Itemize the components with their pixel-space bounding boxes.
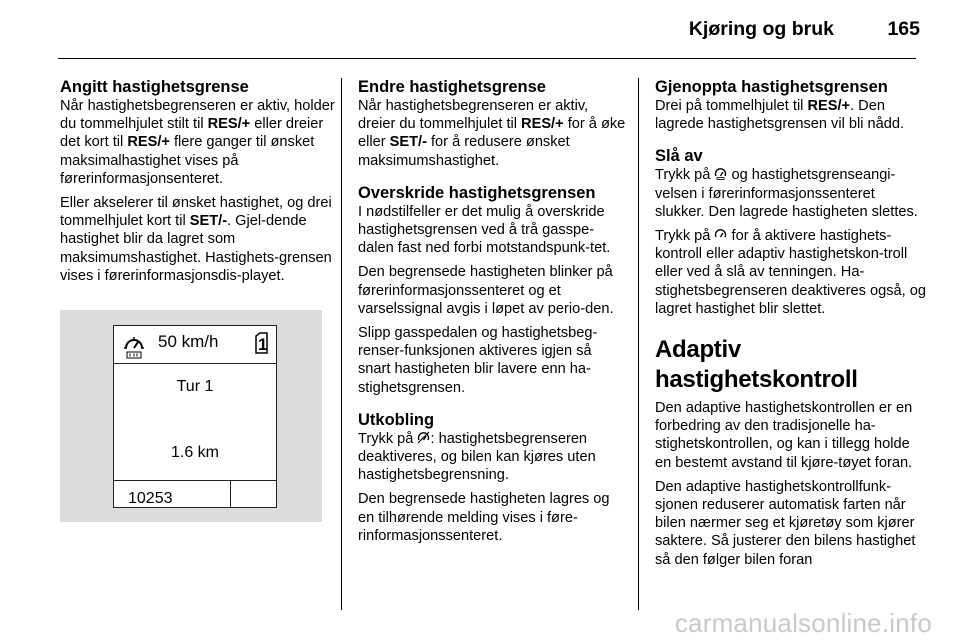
- control-label: RES/+: [807, 98, 851, 114]
- text: Når hastighetsbegrenseren er aktiv, dreier du tommelhjulet til: [358, 98, 589, 133]
- speed-limiter-icon: [714, 167, 727, 180]
- paragraph: I nødstilfeller er det mulig å overskride hastighetsgrensen ved å trå gasspe-dalen fast ned forbi motstandspunk-tet.: [358, 203, 611, 257]
- text: : hastighetsbegrenseren deaktiveres, og bilen kan kjøres uten hastighetsbegrensning.: [358, 430, 596, 484]
- text: for å aktivere hastighets-kontroll eller adaptiv hastighetskon-troll eller ved å slå av tenningen. Ha-stighetsbegrenseren deaktiveres også, og lagret hastighet blir slettet.: [655, 228, 926, 317]
- odometer: 10253: [128, 490, 173, 507]
- cruise-control-icon: [714, 228, 727, 241]
- paragraph: [60, 194, 336, 285]
- paragraph: [358, 430, 628, 485]
- column-2: [358, 78, 628, 551]
- column-1: [60, 78, 336, 291]
- display-divider: [114, 363, 276, 364]
- display-divider: [230, 480, 231, 507]
- heading-exceed-speed-limit: Overskride hastighetsgrensen: [358, 183, 596, 202]
- spacer: [655, 324, 927, 335]
- text: flere ganger til ønsket maksimalhastighet vises på førerinformasjonsenteret.: [60, 134, 315, 187]
- column-3: [655, 78, 927, 575]
- column-divider: [341, 78, 342, 610]
- page-header: [0, 0, 960, 60]
- heading-switch-off: Slå av: [655, 147, 703, 166]
- spacer: [358, 176, 628, 184]
- paragraph: Den begrensede hastigheten blinker på førerinformasjonssenteret og et varselssignal avgis i løpet av perio-den.: [358, 264, 614, 317]
- text: . Den lagrede hastighetsgrensen vil bli nådd.: [655, 98, 905, 133]
- spacer: [358, 403, 628, 411]
- paragraph: [60, 97, 336, 188]
- trip-distance: 1.6 km: [170, 444, 219, 461]
- heading-change-speed-limit: Endre hastighetsgrense: [358, 78, 546, 96]
- text: . Gjel-dende hastighet blir da lagret som maksimumshastighet. Hastighets-grensen vises i førerinformasjonsdis-playet.: [60, 213, 332, 284]
- text: Trykk på: [655, 228, 715, 245]
- control-label: RES/+: [207, 116, 251, 133]
- paragraph: [655, 166, 927, 221]
- watermark: carmanualsonline.info: [674, 608, 932, 638]
- control-label: RES/+: [127, 134, 170, 151]
- heading-deactivation: Utkobling: [358, 410, 435, 429]
- paragraph: Den begrensede hastigheten lagres og en tilhørende melding vises i føre-rinformasjonssenteret.: [358, 491, 610, 544]
- spacer: [655, 139, 927, 147]
- paragraph: Den adaptive hastighetskontrollen er en forbedring av den tradisjonelle ha-stighetskontrollen, og kan i tillegg holde en bestemt avstand til kjøre-tøyet foran.: [655, 400, 913, 471]
- paragraph: [655, 97, 927, 133]
- text: eller dreier det kort til: [60, 116, 324, 151]
- section-title: Kjøring og bruk: [688, 18, 834, 40]
- gear-number: 1: [258, 335, 268, 354]
- page-number: 165: [887, 18, 920, 40]
- heading-resume-speed-limit: Gjenoppta hastighetsgrensen: [655, 78, 888, 96]
- text: Eller akselerer til ønsket hastighet, og drei tommelhjulet kort til: [60, 195, 332, 230]
- control-label: SET/-: [389, 134, 427, 151]
- display-divider: [114, 480, 276, 481]
- paragraph: [655, 227, 927, 318]
- paragraph: Slipp gasspedalen og hastighetsbeg-renser-funksjonen aktiveres igjen så snart hastigheten blir lavere enn ha-stighetsgrensen.: [358, 325, 598, 396]
- text: og hastighetsgrenseangi-velsen i førerinformasjonssenteret slukker. Den lagrede hastigheten slettes.: [655, 167, 918, 220]
- text: for å redusere ønsket maksimumshastighet.: [358, 134, 570, 169]
- text: Når hastighetsbegrenseren er aktiv, holder du tommelhjulet stilt til: [60, 98, 335, 133]
- text: Trykk på: [655, 167, 715, 184]
- display-illustration: [60, 310, 322, 522]
- heading-adaptive-cruise-control: Adaptiv hastighetskontroll: [655, 336, 858, 394]
- control-label: SET/-: [189, 213, 228, 230]
- driver-info-display: [113, 325, 277, 508]
- text: Drei på tommelhjulet til: [655, 98, 808, 114]
- paragraph: Den adaptive hastighetskontrollfunk-sjonen reduserer automatisk farten når bilen nærmer seg et kjøretøy som kjører saktere. Så justerer den bilens hastighet så den følger bilen foran: [655, 478, 916, 568]
- limit-speed: 50 km/h: [158, 332, 219, 351]
- limiter-cancel-icon: [417, 431, 430, 444]
- column-divider: [638, 78, 639, 610]
- text: Trykk på: [358, 430, 418, 447]
- speed-limiter-icon: [122, 334, 146, 360]
- heading-set-speed-limit: Angitt hastighetsgrense: [60, 78, 249, 96]
- text: for å øke eller: [358, 116, 626, 151]
- control-label: RES/+: [521, 116, 564, 133]
- paragraph: [358, 97, 628, 170]
- trip-label: Tur 1: [176, 378, 214, 395]
- header-rule: [58, 58, 916, 59]
